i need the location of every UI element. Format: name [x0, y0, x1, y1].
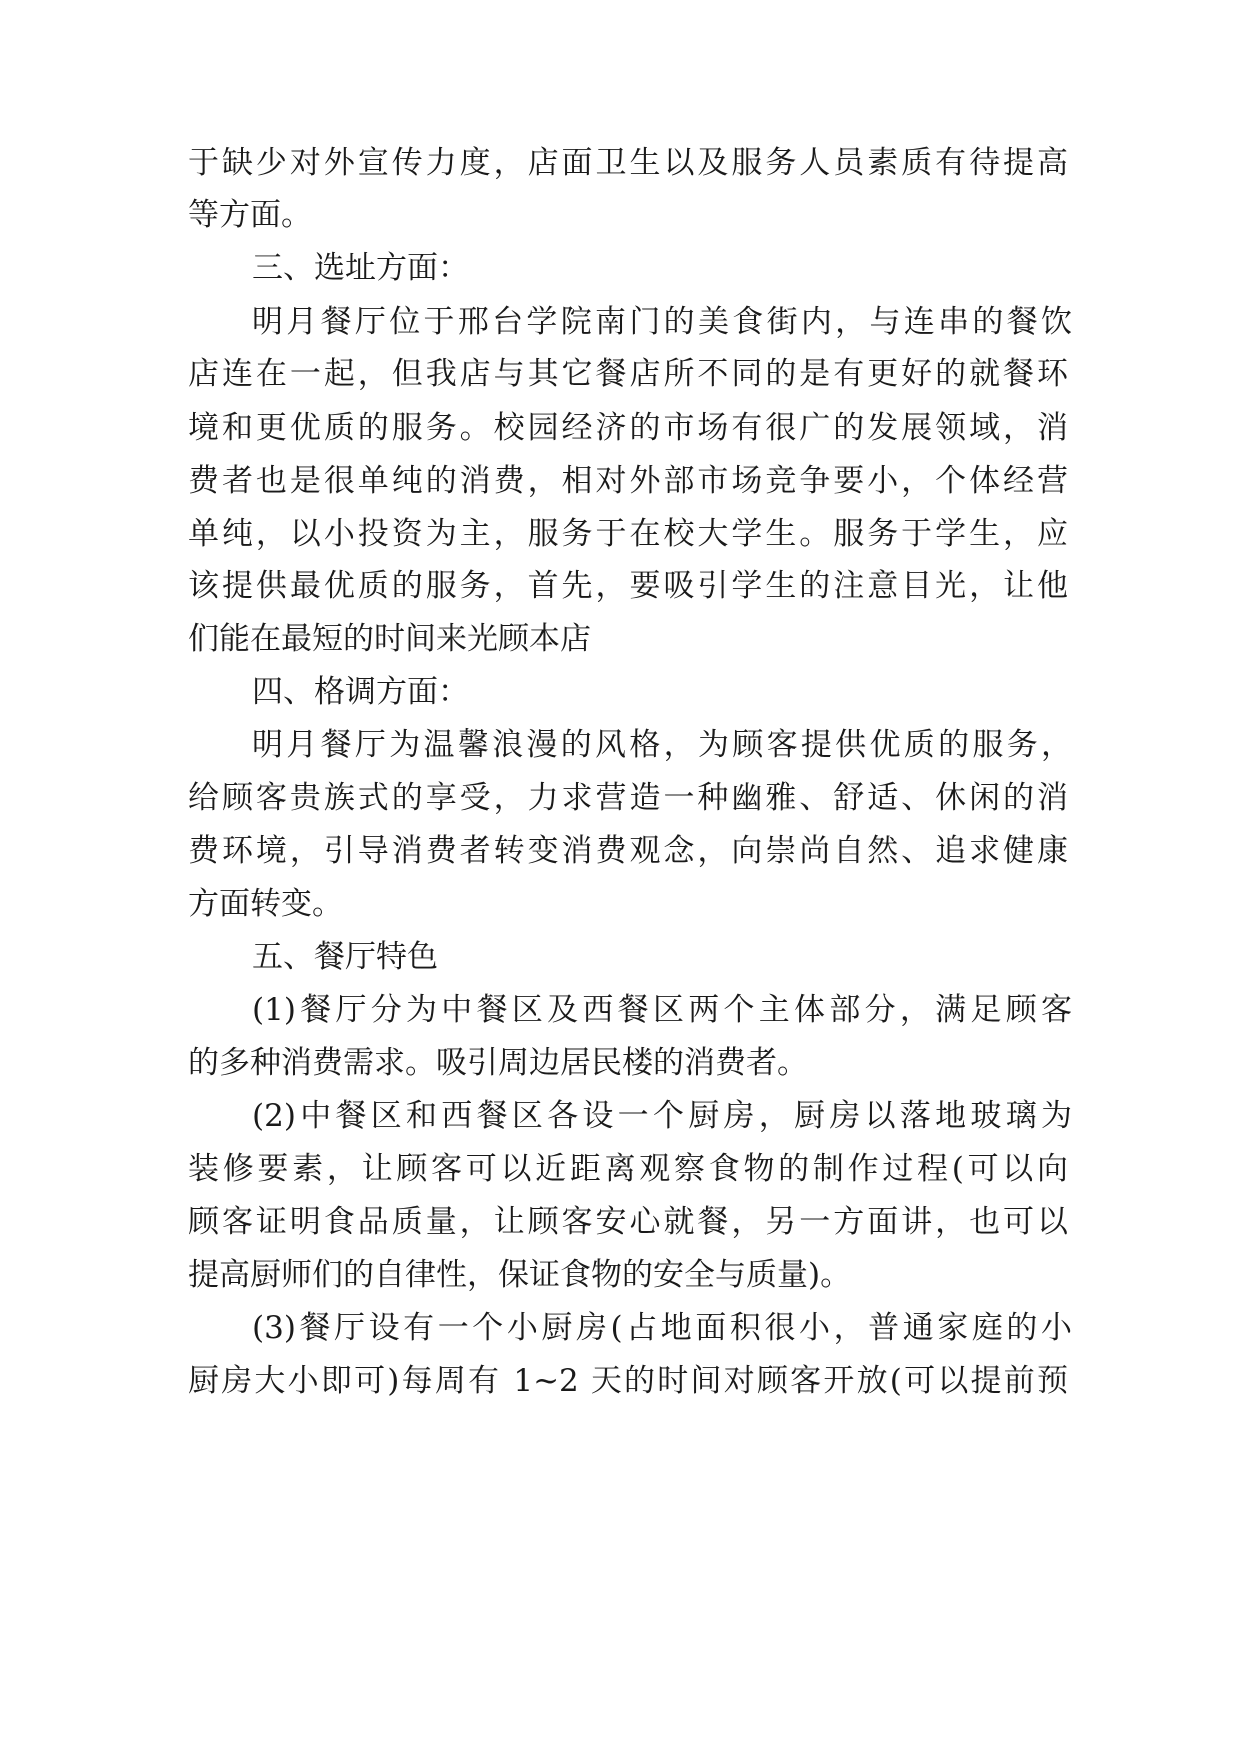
- text-line: 该提供最优质的服务，首先，要吸引学生的注意目光，让他: [188, 568, 1068, 604]
- text-line: 给顾客贵族式的享受，力求营造一种幽雅、舒适、休闲的消: [188, 780, 1068, 816]
- text-line: 店连在一起，但我店与其它餐店所不同的是有更好的就餐环: [188, 356, 1068, 392]
- text-line: 方面转变。: [188, 886, 343, 922]
- text-line: 单纯，以小投资为主，服务于在校大学生。服务于学生，应: [188, 516, 1068, 552]
- text-line: 费环境，引导消费者转变消费观念，向崇尚自然、追求健康: [188, 833, 1068, 869]
- text-line: 等方面。: [188, 197, 312, 233]
- text-line: 顾客证明食品质量，让顾客安心就餐，另一方面讲，也可以: [188, 1204, 1068, 1240]
- text-line: 于缺少对外宣传力度，店面卫生以及服务人员素质有待提高: [188, 145, 1068, 181]
- text-line: 明月餐厅为温馨浪漫的风格，为顾客提供优质的服务，: [252, 727, 1072, 763]
- text-line: 们能在最短的时间来光顾本店: [188, 621, 591, 657]
- text-line: 的多种消费需求。吸引周边居民楼的消费者。: [188, 1045, 808, 1081]
- text-line: (3)餐厅设有一个小厨房(占地面积很小，普通家庭的小: [252, 1310, 1072, 1346]
- text-line: 装修要素，让顾客可以近距离观察食物的制作过程(可以向: [188, 1151, 1068, 1187]
- text-line: 四、格调方面：: [252, 674, 469, 710]
- text-line: 三、选址方面：: [252, 250, 469, 286]
- text-line: 境和更优质的服务。校园经济的市场有很广的发展领域，消: [188, 410, 1068, 446]
- text-line: 明月餐厅位于邢台学院南门的美食街内，与连串的餐饮: [252, 304, 1072, 340]
- text-line: 提高厨师们的自律性，保证食物的安全与质量)。: [188, 1257, 852, 1293]
- text-line: 五、餐厅特色: [252, 939, 438, 975]
- text-line: 费者也是很单纯的消费，相对外部市场竞争要小，个体经营: [188, 463, 1068, 499]
- text-line: 厨房大小即可)每周有 1~2 天的时间对顾客开放(可以提前预: [188, 1363, 1068, 1399]
- text-line: (1)餐厅分为中餐区及西餐区两个主体部分，满足顾客: [252, 992, 1072, 1028]
- text-line: (2)中餐区和西餐区各设一个厨房，厨房以落地玻璃为: [252, 1098, 1072, 1134]
